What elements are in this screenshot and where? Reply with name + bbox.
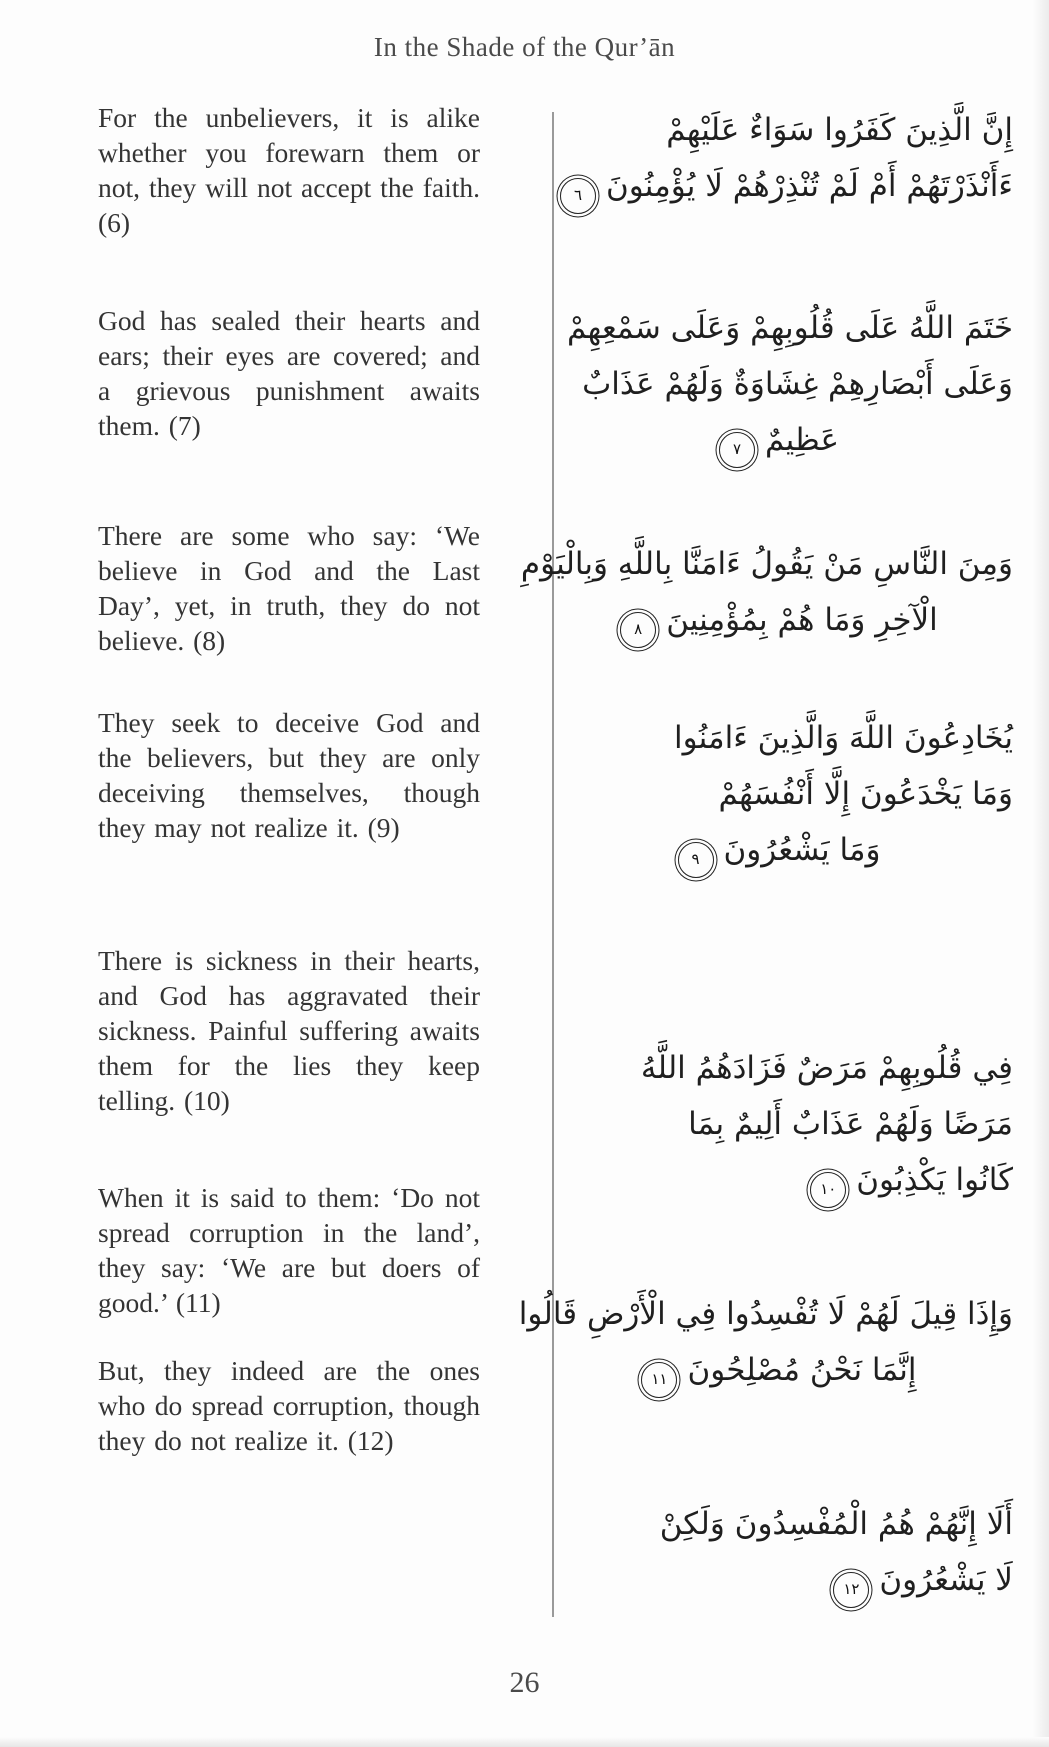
quran-verse-10 <box>535 1040 1013 1208</box>
translation-paragraph-7: God has sealed their hearts and ears; their eyes are covered; and a grievous punishment awaits them. (7) <box>98 305 480 441</box>
quran-verse-8 <box>520 536 1013 648</box>
quran-verse-9 <box>535 710 1013 878</box>
ayah-marker: ١٢ <box>833 1572 869 1608</box>
quran-verse-6 <box>535 102 1013 214</box>
verse-line: ءَأَنْذَرْتَهُمْ أَمْ لَمْ تُنْذِرْهُمْ لَا يُؤْمِنُونَ٦ <box>535 158 1013 214</box>
ayah-marker: ٧ <box>719 432 755 468</box>
verse-line: وَمَا يَشْعُرُونَ٩ <box>535 822 1013 878</box>
page-bottom-shadow <box>0 1737 1049 1747</box>
verse-line: يُخَادِعُونَ اللَّهَ وَالَّذِينَ ءَامَنُوا <box>674 720 1013 756</box>
verse-line: وَإِذَا قِيلَ لَهُمْ لَا تُفْسِدُوا فِي الْأَرْضِ قَالُوا <box>518 1296 1013 1332</box>
translation-paragraph-12: But, they indeed are the ones who do spread corruption, though they do not realize it. (12) <box>98 1355 480 1456</box>
verse-line: وَعَلَى أَبْصَارِهِمْ غِشَاوَةٌ وَلَهُمْ عَذَابٌ <box>582 366 1013 402</box>
verse-line: خَتَمَ اللَّهُ عَلَى قُلُوبِهِمْ وَعَلَى سَمْعِهِمْ <box>567 310 1013 346</box>
verse-line: فِي قُلُوبِهِمْ مَرَضٌ فَزَادَهُمُ اللَّهُ <box>640 1050 1013 1086</box>
page-edge-shadow <box>1033 0 1049 1747</box>
verse-line: أَلَا إِنَّهُمْ هُمُ الْمُفْسِدُونَ وَلَكِنْ <box>659 1506 1013 1542</box>
running-header: In the Shade of the Qur’ān <box>373 32 676 62</box>
quran-verse-11 <box>518 1286 1013 1398</box>
verse-line: لَا يَشْعُرُونَ١٢ <box>535 1552 1013 1608</box>
translation-paragraph-11: When it is said to them: ‘Do not spread corruption in the land’, they say: ‘We are but doers of good.’ (11) <box>98 1182 480 1318</box>
verse-line: إِنَّ الَّذِينَ كَفَرُوا سَوَاءٌ عَلَيْهِمْ <box>666 112 1013 148</box>
ayah-marker: ١٠ <box>810 1172 846 1208</box>
verse-line: كَانُوا يَكْذِبُونَ١٠ <box>535 1152 1013 1208</box>
quran-verse-12 <box>535 1496 1013 1608</box>
page-number: 26 <box>509 1666 540 1699</box>
verse-line: وَمِنَ النَّاسِ مَنْ يَقُولُ ءَامَنَّا بِاللَّهِ وَبِالْيَوْمِ <box>520 546 1013 582</box>
ayah-marker: ١١ <box>641 1362 677 1398</box>
verse-line: الْآخِرِ وَمَا هُمْ بِمُؤْمِنِينَ٨ <box>535 592 1013 648</box>
ayah-marker: ٦ <box>560 178 596 214</box>
translation-paragraph-6: For the unbelievers, it is alike whether you forewarn them or not, they will not accept the faith. (6) <box>98 102 480 238</box>
translation-paragraph-10: There is sickness in their hearts, and God has aggravated their sickness. Painful suffering awaits them for the lies they keep telling. (10) <box>98 945 480 1116</box>
translation-paragraph-8: There are some who say: ‘We believe in God and the Last Day’, yet, in truth, they do not believe. (8) <box>98 520 480 656</box>
quran-verse-7 <box>535 300 1013 468</box>
ayah-marker: ٩ <box>678 842 714 878</box>
verse-line: إِنَّمَا نَحْنُ مُصْلِحُونَ١١ <box>535 1342 1013 1398</box>
verse-line: وَمَا يَخْدَعُونَ إِلَّا أَنْفُسَهُمْ <box>718 776 1013 812</box>
translation-paragraph-9: They seek to deceive God and the believers, but they are only deceiving themselves, though they may not realize it. (9) <box>98 707 480 843</box>
verse-line: مَرَضًا وَلَهُمْ عَذَابٌ أَلِيمٌ بِمَا <box>688 1106 1013 1142</box>
ayah-marker: ٨ <box>620 612 656 648</box>
verse-line: عَظِيمٌ٧ <box>535 412 1013 468</box>
